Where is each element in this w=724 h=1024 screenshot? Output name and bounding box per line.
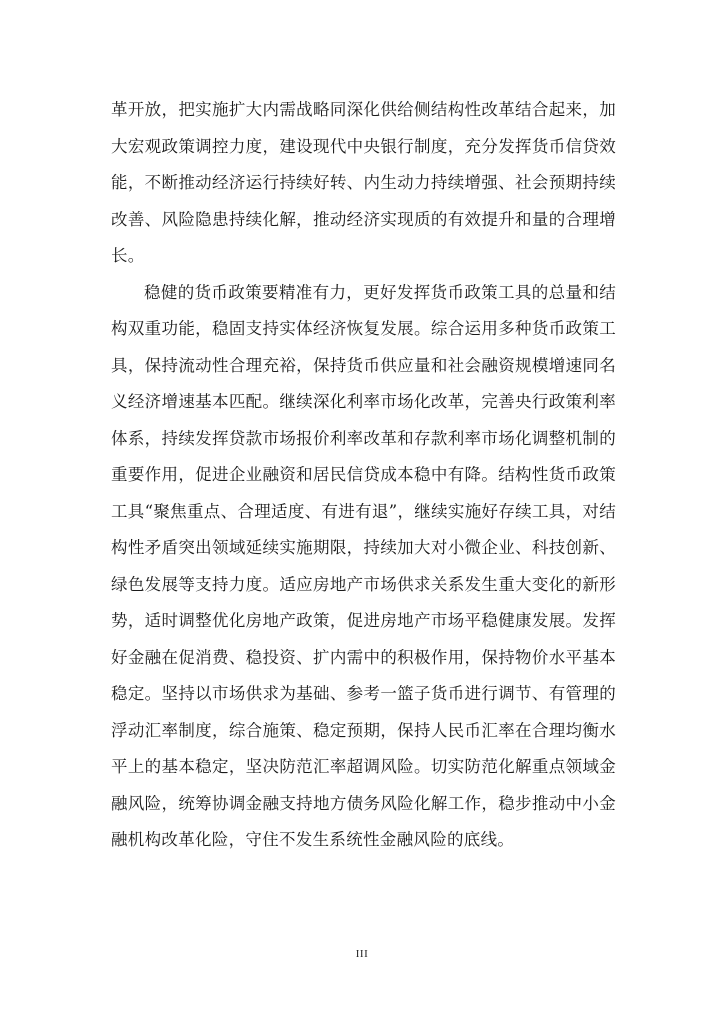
paragraph-continued: 革开放，把实施扩大内需战略同深化供给侧结构性改革结合起来，加大宏观政策调控力度，建设现代中央银行制度，充分发挥货币信贷效能，不断推动经济运行持续好转、内生动力持续增强、社会预期持续改善、风险隐患持续化解，推动经济实现质的有效提升和量的合理增长。 xyxy=(111,100,616,265)
body-text xyxy=(111,92,616,859)
page-number: III xyxy=(355,948,369,960)
paragraph-monetary-policy: 稳健的货币政策要精准有力，更好发挥货币政策工具的总量和结构双重功能，稳固支持实体经济恢复发展。综合运用多种货币政策工具，保持流动性合理充裕，保持货币供应量和社会融资规模增速同名义经济增速基本匹配。继续深化利率市场化改革，完善央行政策利率体系，持续发挥贷款市场报价利率改革和存款利率市场化调整机制的重要作用，促进企业融资和居民信贷成本稳中有降。结构性货币政策工具“聚焦重点、合理适度、有进有退”，继续实施好存续工具，对结构性矛盾突出领域延续实施期限，持续加大对小微企业、科技创新、绿色发展等支持力度。适应房地产市场供求关系发生重大变化的新形势，适时调整优化房地产政策，促进房地产市场平稳健康发展。发挥好金融在促消费、稳投资、扩内需中的积极作用，保持物价水平基本稳定。坚持以市场供求为基础、参考一篮子货币进行调节、有管理的浮动汇率制度，综合施策、稳定预期，保持人民币汇率在合理均衡水平上的基本稳定，坚决防范汇率超调风险。切实防范化解重点领域金融风险，统筹协调金融支持地方债务风险化解工作，稳步推动中小金融机构改革化险，守住不发生系统性金融风险的底线。 xyxy=(111,282,616,849)
